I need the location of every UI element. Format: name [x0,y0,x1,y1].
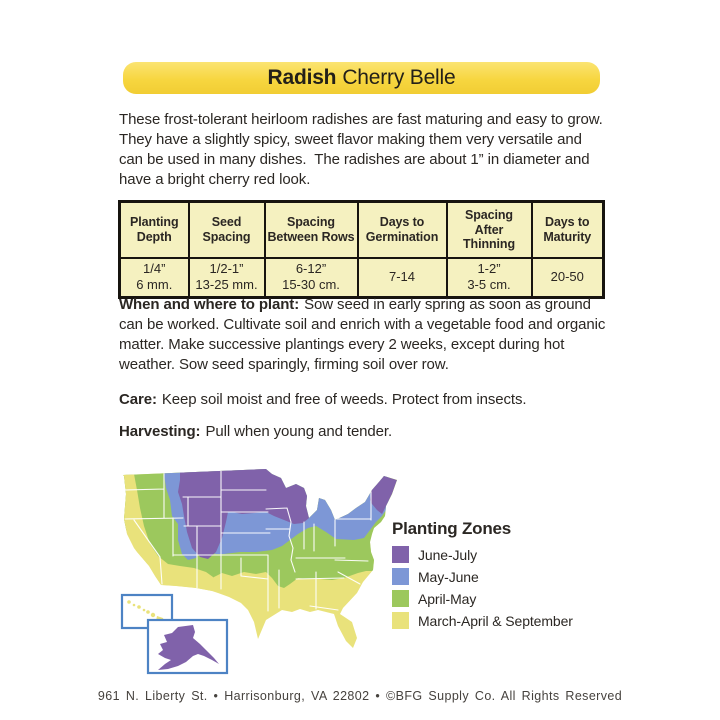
value-days-to-germination [358,258,447,298]
header-planting-depth: Planting Depth [120,202,189,258]
description-paragraph: These frost-tolerant heirloom radishes are fast maturing and easy to grow. They have a slightly spicy, sweet flavor making them very versatile and can be used in many dishes. The radishes are about 1” in diameter and have a bright cherry red look. [119,111,611,188]
value-spacing-after-thinning [447,258,532,298]
value-days: 20-50 [550,269,584,285]
swatch-march-april-september [392,612,409,629]
swatch-may-june [392,568,409,585]
value-metric: 15-30 cm. [282,277,340,293]
legend-row-may-june [392,568,573,585]
swatch-april-may [392,590,409,607]
section-text: Sow seed in early spring as soon as ground can be worked. Cultivate soil and enrich with a vegetable food and organic matter. Make successive plantings every 2 weeks, except during hot weather. Sow seed sparingly, firming soil over row. [119,296,606,373]
header-spacing-after-thinning: Spacing After Thinning [447,202,532,258]
header-seed-spacing: Seed Spacing [189,202,265,258]
value-days-to-maturity [532,258,604,298]
legend-label: April-May [418,590,477,607]
publisher-address-line: 961 N. Liberty St. • Harrisonburg, VA 22802 • ©BFG Supply Co. All Rights Reserved [97,689,623,703]
care-section [119,390,606,410]
value-planting-depth [120,258,189,298]
header-days-to-maturity: Days to Maturity [532,202,604,258]
section-label: Care: [119,391,157,408]
harvesting-section [119,422,606,442]
header-spacing-between-rows: Spacing Between Rows [265,202,358,258]
legend-label: June-July [418,546,478,563]
legend-label: May-June [418,568,479,585]
value-days: 7-14 [388,269,416,285]
header-days-to-germination: Days to Germination [358,202,447,258]
us-planting-zones-map [120,460,410,680]
planting-zones-legend [392,519,573,634]
when-where-to-plant-section [119,295,606,375]
legend-label: March-April & September [418,612,573,629]
value-spacing-between-rows [265,258,358,298]
variety-name-regular: Cherry Belle [342,66,456,89]
section-text: Keep soil moist and free of weeds. Protect from insects. [161,391,527,408]
alaska-inset [148,620,227,673]
legend-row-march-april-september [392,612,573,629]
legend-row-june-july [392,546,573,563]
title-banner [123,62,600,94]
value-metric: 3-5 cm. [467,277,511,293]
value-metric: 13-25 mm. [195,277,258,293]
value-imperial: 1-2” [477,261,501,277]
table-value-row [120,258,604,298]
legend-title: Planting Zones [392,519,512,538]
section-label: When and where to plant: [119,296,300,313]
value-seed-spacing [189,258,265,298]
table-header-row [120,202,604,258]
value-imperial: 1/4” [143,261,166,277]
section-label: Harvesting: [119,423,201,440]
value-imperial: 6-12” [295,261,327,277]
planting-info-table [118,200,605,299]
swatch-june-july [392,546,409,563]
value-metric: 6 mm. [136,277,173,293]
section-text: Pull when young and tender. [205,423,393,440]
value-imperial: 1/2-1” [209,261,244,277]
legend-row-april-may [392,590,573,607]
variety-name-bold: Radish [267,66,337,89]
